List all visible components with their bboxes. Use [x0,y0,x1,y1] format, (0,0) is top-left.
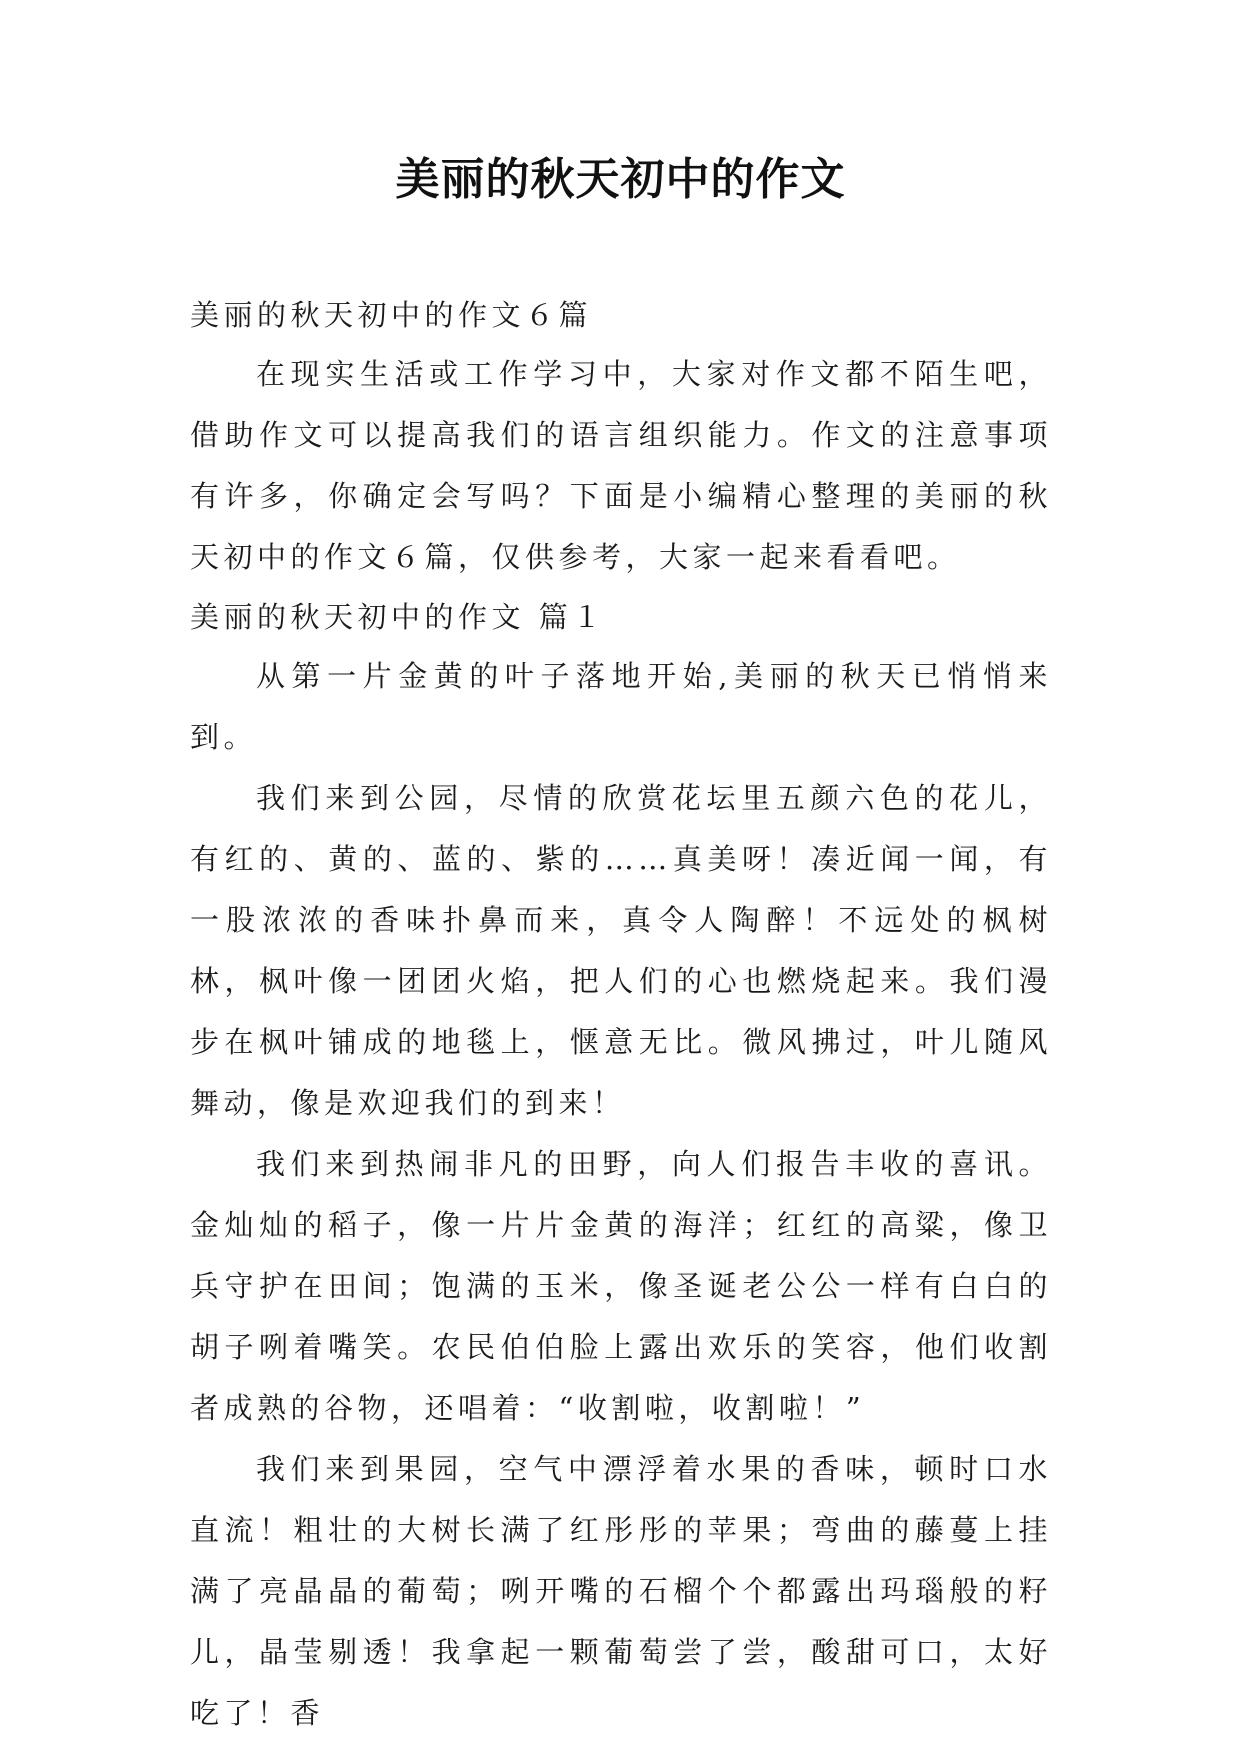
section-heading: 美丽的秋天初中的作文 篇１ [190,600,606,634]
body-paragraph: 我们来到公园，尽情的欣赏花坛里五颜六色的花儿，有红的、黄的、蓝的、紫的……真美呀！凑近闻一闻，有一股浓浓的香味扑鼻而来，真令人陶醉！不远处的枫树林，枫叶像一团团火焰，把人们的心也燃烧起来。我们漫步在枫叶铺成的地毯上，惬意无比。微风拂过，叶儿随风舞动，像是欢迎我们的到来！ [190,781,1052,1120]
body-paragraph: 我们来到果园，空气中漂浮着水果的香味，顿时口水直流！粗壮的大树长满了红彤彤的苹果；弯曲的藤蔓上挂满了亮晶晶的葡萄；咧开嘴的石榴个个都露出玛瑙般的籽儿，晶莹剔透！我拿起一颗葡萄尝了尝，酸甜可口，太好吃了！香 [190,1452,1052,1730]
document-body [190,286,1052,1744]
document-subtitle: 美丽的秋天初中的作文６篇 [190,298,593,332]
intro-paragraph: 在现实生活或工作学习中，大家对作文都不陌生吧，借助作文可以提高我们的语言组织能力。作文的注意事项有许多，你确定会写吗？下面是小编精心整理的美丽的秋天初中的作文６篇，仅供参考，大家一起来看看吧。 [190,357,1052,574]
document-title: 美丽的秋天初中的作文 [395,154,846,205]
body-paragraph: 从第一片金黄的叶子落地开始,美丽的秋天已悄悄来到。 [190,659,1052,754]
body-paragraph: 我们来到热闹非凡的田野，向人们报告丰收的喜讯。金灿灿的稻子，像一片片金黄的海洋；红红的高粱，像卫兵守护在田间；饱满的玉米，像圣诞老公公一样有白白的胡子咧着嘴笑。农民伯伯脸上露出欢乐的笑容，他们收割者成熟的谷物，还唱着：“收割啦，收割啦！” [190,1147,1052,1425]
